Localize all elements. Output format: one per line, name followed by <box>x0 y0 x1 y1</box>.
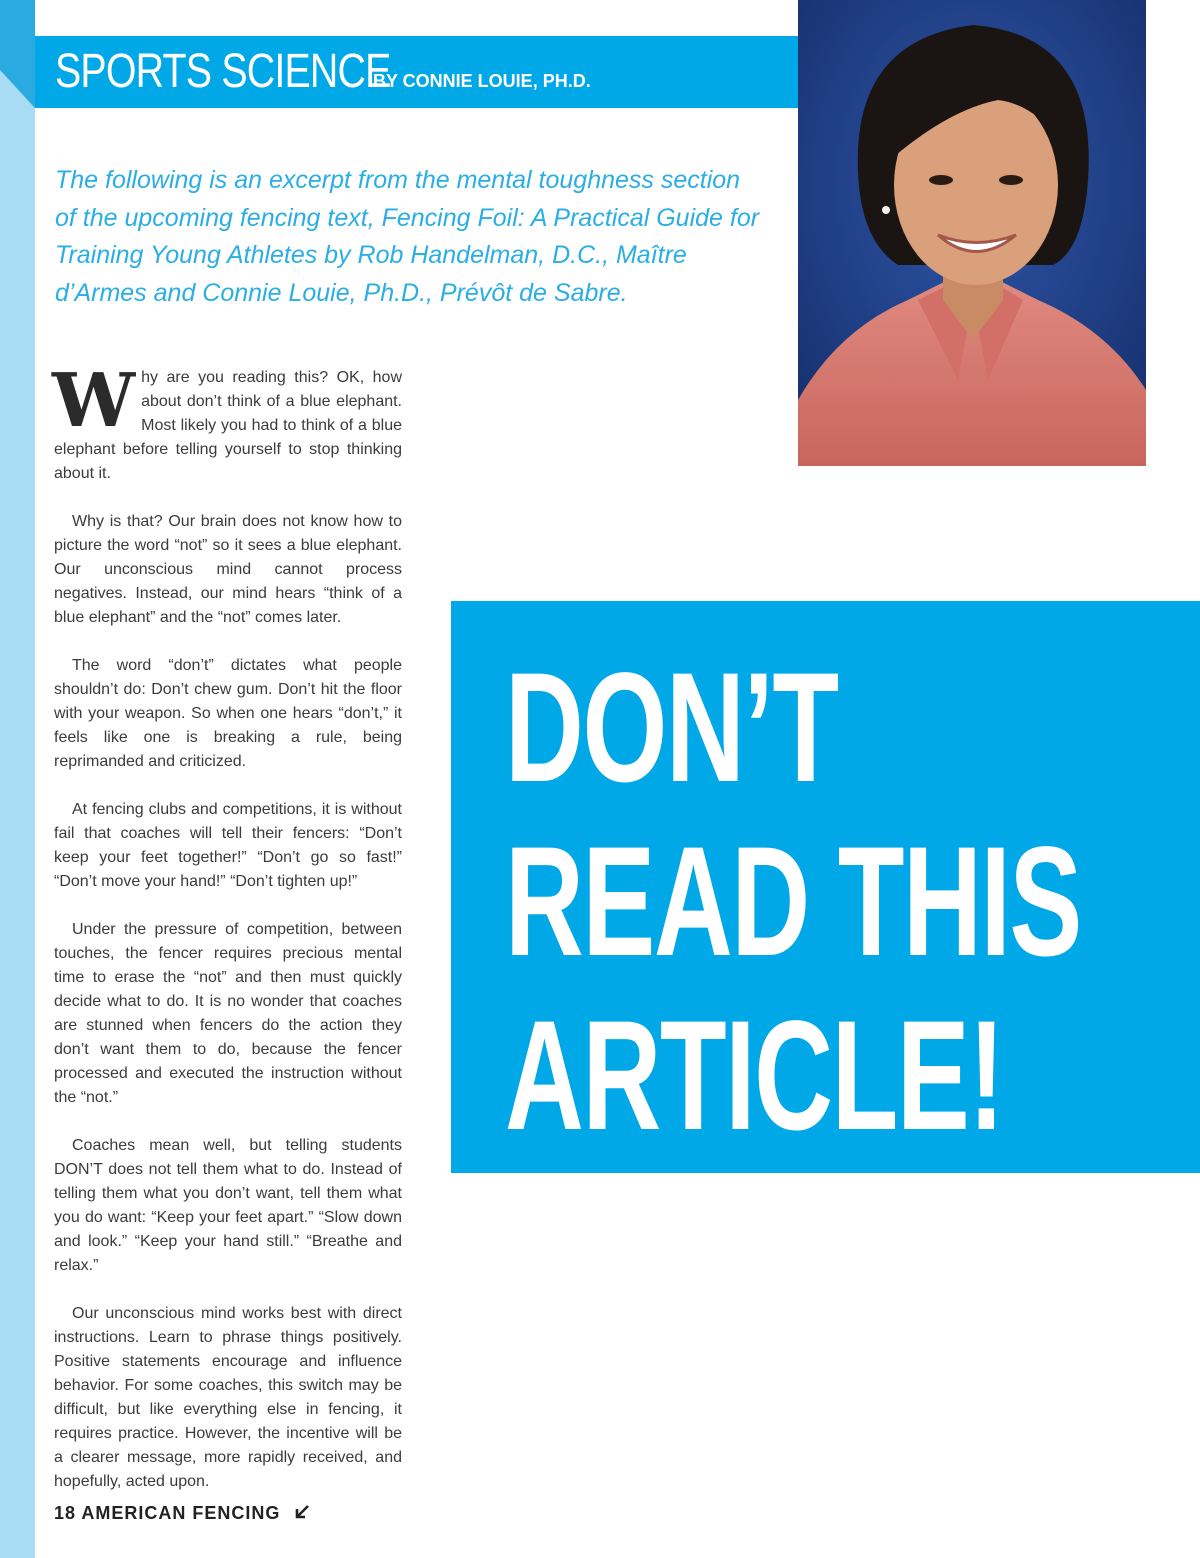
section-title: SPORTS SCIENCE <box>55 45 391 98</box>
article-paragraph: Under the pressure of competition, between touches, the fencer requires precious mental time to erase the “not” and then must quickly decide what to do. It is no wonder that coaches are stunned when fencers do the action they don’t want them to do, because the fencer processed and executed the instruction without the “not.” <box>54 921 402 1106</box>
article-body <box>52 358 402 1518</box>
magazine-name: AMERICAN FENCING <box>81 1503 281 1523</box>
headline <box>505 641 1081 1163</box>
section-header <box>35 36 798 108</box>
headline-line: ARTICLE! <box>505 989 1004 1163</box>
article-paragraph: Our unconscious mind works best with direct instructions. Learn to phrase things positively. Positive statements encourage and influence behavior. For some coaches, this switch may be difficult, but like everything else in fencing, it requires practice. However, the incentive will be a clearer message, more rapidly received, and hopefully, acted upon. <box>54 1305 402 1490</box>
headline-line: READ THIS <box>505 815 1081 989</box>
intro-excerpt: The following is an excerpt from the mental toughness section of the upcoming fencing text, Fencing Foil: A Practical Guide for Training Young Athletes by Rob Handelman, D.C., Maître d’Armes and Connie Louie, Ph.D., Prévôt de Sabre. <box>55 166 760 307</box>
author-portrait-illustration <box>798 0 1146 466</box>
headline-line: DON’T <box>505 641 838 815</box>
paragraph-text: hy are you reading this? OK, how about don’t think of a blue elephant. Most likely you had to think of a blue elephant before telling yourself to stop thinking about it. <box>54 369 402 482</box>
author-byline: BY CONNIE LOUIE, PH.D. <box>373 71 591 91</box>
author-portrait <box>798 0 1146 466</box>
headline-callout <box>451 601 1200 1173</box>
article-paragraph: At fencing clubs and competitions, it is without fail that coaches will tell their fencers: “Don’t keep your feet together!” “Don’t go so fast!” “Don’t move your hand!” “Don’t tighten up!” <box>54 801 402 890</box>
drop-cap: W <box>52 358 136 444</box>
page-footer <box>54 1503 310 1525</box>
article-paragraph: Why is that? Our brain does not know how to picture the word “not” so it sees a blue elephant. Our unconscious mind cannot process negatives. Instead, our mind hears “think of a blue elephant” and the “not” comes later. <box>54 513 402 626</box>
arrow-down-left-icon <box>294 1504 310 1525</box>
left-accent-band <box>0 0 35 1558</box>
article-paragraph <box>52 358 402 486</box>
page-number: 18 <box>54 1503 77 1523</box>
article-paragraph: The word “don’t” dictates what people shouldn’t do: Don’t chew gum. Don’t hit the floor with your weapon. So when one hears “don’t,” it feels like one is breaking a rule, being reprimanded and criticized. <box>54 657 402 770</box>
article-paragraph: Coaches mean well, but telling students DON’T does not tell them what to do. Instead of telling them what you don’t want, tell them what you do want: “Keep your feet apart.” “Slow down and look.” “Keep your hand still.” “Breathe and relax.” <box>54 1137 402 1274</box>
